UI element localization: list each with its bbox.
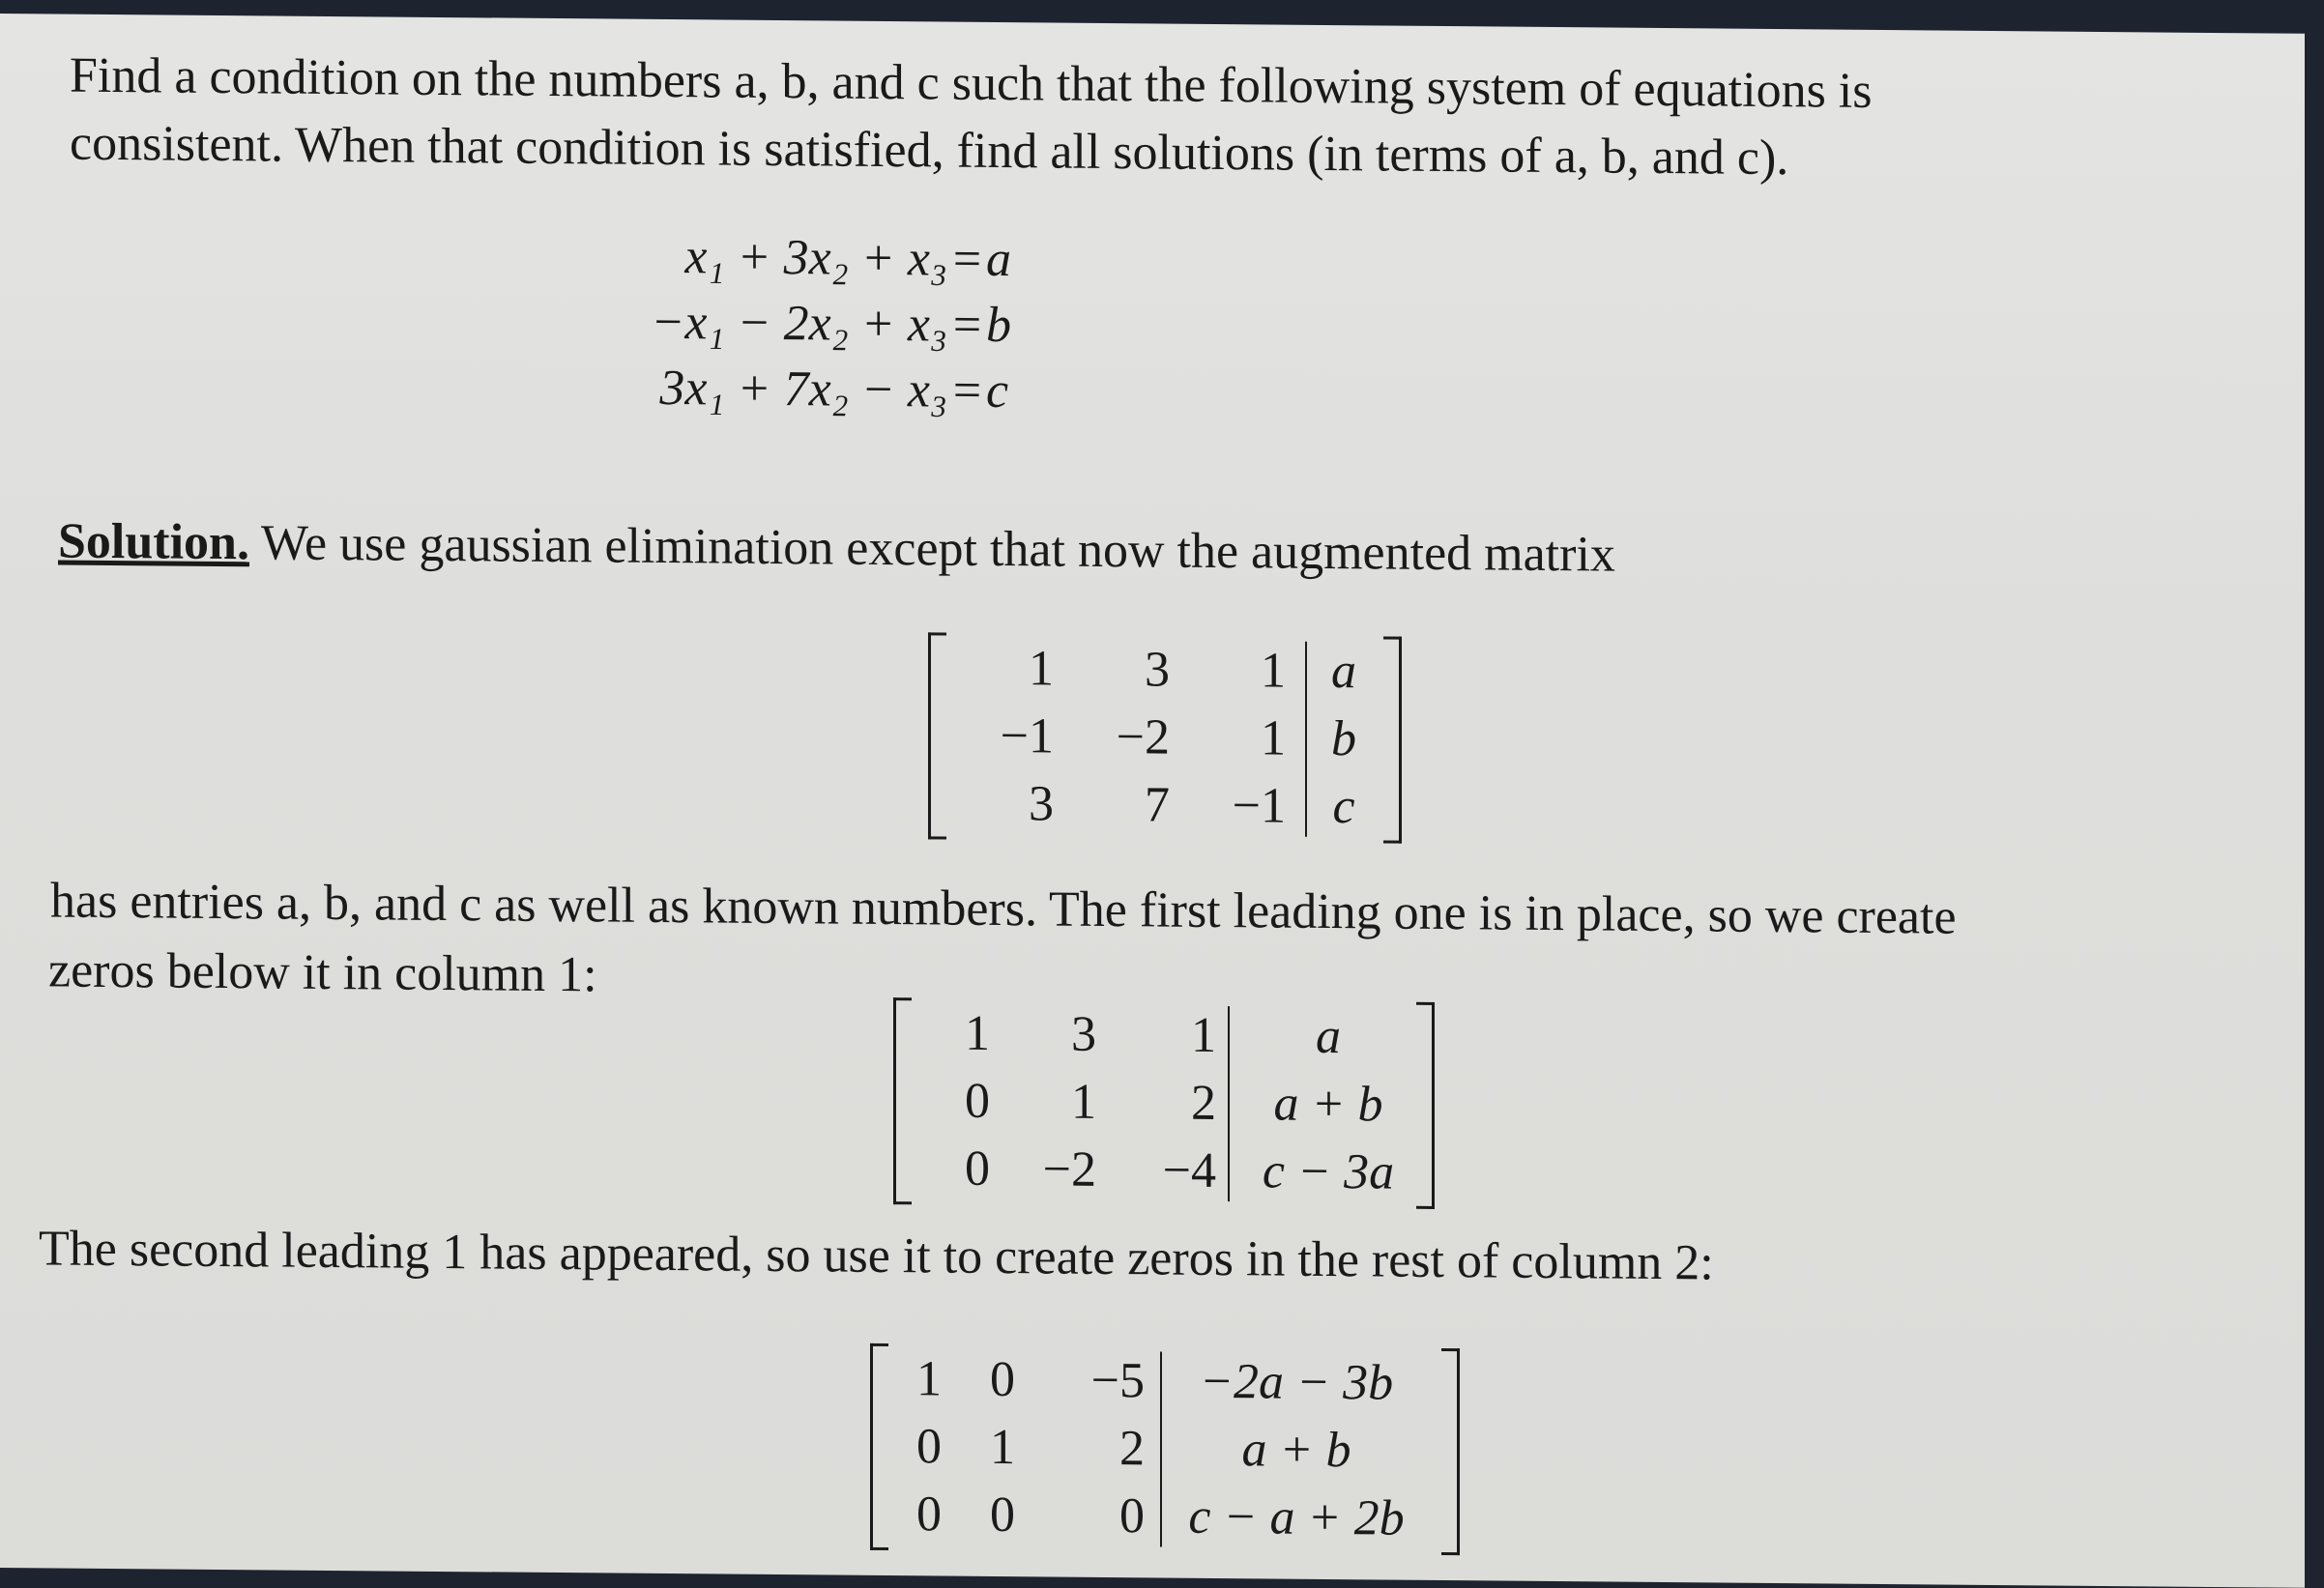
- matrix-row: [891, 1413, 1427, 1486]
- right-bracket: [1416, 1002, 1435, 1209]
- matrix-cell: 3: [1145, 642, 1170, 698]
- matrix-rhs-cell: c − a + 2b: [1188, 1488, 1405, 1546]
- matrix-cell: −5: [1090, 1352, 1145, 1409]
- paragraph-3: The second leading 1 has appeared, so use it to create zeros in the rest of column 2:: [39, 1221, 1714, 1291]
- left-bracket: [928, 632, 946, 839]
- equation-row: [619, 290, 1044, 360]
- matrix-cell: −2: [1116, 709, 1170, 765]
- equation-rhs: a: [986, 231, 1011, 288]
- matrix-row: [891, 1345, 1427, 1418]
- equals-sign: =: [949, 297, 984, 353]
- matrix-rhs-cell: a: [1331, 644, 1356, 700]
- matrix-rhs-cell: a + b: [1241, 1422, 1351, 1479]
- matrix-rhs-cell: c − 3a: [1262, 1143, 1395, 1200]
- matrix-rhs-cell: b: [1331, 711, 1356, 767]
- matrix-cell: 1: [1261, 643, 1286, 699]
- matrix-cell: 0: [965, 1140, 990, 1197]
- paragraph-2-line-2: zeros below it in column 1:: [48, 942, 597, 1003]
- textbook-page: [0, 14, 2305, 1588]
- right-bracket: [1441, 1348, 1460, 1555]
- matrix-cell: 1: [965, 1005, 990, 1061]
- left-bracket: [870, 1343, 888, 1550]
- augmented-matrix-3: [870, 1343, 1460, 1555]
- matrix-cell: −4: [1162, 1142, 1216, 1198]
- equation-lhs: 3x₁ + 7x₂ − x₃: [659, 360, 947, 419]
- matrix-cell: 3: [1071, 1006, 1096, 1062]
- augmented-matrix-1: [928, 632, 1402, 843]
- solution-intro: We use gaussian elimination except that now the augmented matrix: [248, 515, 1615, 583]
- equation-lhs: x₁ + 3x₂ + x₃: [684, 229, 947, 287]
- matrix-cell: 1: [1191, 1007, 1216, 1063]
- matrix-cell: 1: [1029, 641, 1054, 697]
- matrix-cell: 2: [1191, 1075, 1216, 1131]
- matrix-cell: 1: [990, 1419, 1015, 1476]
- problem-line-2: consistent. When that condition is satisfied, find all solutions (in terms of a, b, and c).: [70, 115, 1789, 187]
- matrix-cell: 3: [1029, 776, 1054, 832]
- problem-line-1: Find a condition on the numbers a, b, and c such that the following system of equations is: [70, 47, 1873, 119]
- equation-row: [619, 224, 1044, 294]
- solution-line: [58, 509, 1615, 589]
- matrix-cell: 0: [1119, 1488, 1145, 1545]
- matrix-row: [891, 1481, 1427, 1553]
- matrix-cell: −2: [1042, 1141, 1096, 1198]
- matrix-cell: 7: [1145, 777, 1170, 833]
- left-bracket: [893, 997, 912, 1204]
- matrix-cell: 0: [916, 1419, 942, 1475]
- solution-label: Solution.: [58, 513, 249, 571]
- matrix-rhs-cell: c: [1332, 779, 1355, 835]
- equation-lhs: −x₁ − 2x₂ + x₃: [651, 294, 947, 353]
- augmented-matrix-2: [893, 997, 1435, 1209]
- matrix-row: [957, 635, 1382, 707]
- matrix-cell: 1: [1071, 1074, 1096, 1130]
- matrix-cell: 0: [990, 1487, 1015, 1544]
- matrix-row: [916, 1067, 1415, 1140]
- matrix-cell: 1: [1261, 710, 1286, 766]
- matrix-row: [916, 999, 1415, 1072]
- matrix-cell: 0: [916, 1487, 942, 1543]
- matrix-cell: 0: [990, 1351, 1015, 1408]
- matrix-rhs-cell: −2a − 3b: [1199, 1353, 1394, 1411]
- matrix-cell: −1: [1232, 778, 1286, 834]
- equation-rhs: b: [986, 297, 1011, 354]
- matrix-cell: 0: [965, 1073, 990, 1129]
- matrix-cell: 2: [1119, 1421, 1145, 1477]
- matrix-row: [957, 703, 1382, 774]
- equation-row: [619, 356, 1044, 425]
- matrix-row: [957, 770, 1382, 842]
- equation-rhs: c: [986, 362, 1009, 419]
- matrix-rhs-cell: a + b: [1273, 1076, 1383, 1133]
- equals-sign: =: [949, 231, 984, 287]
- matrix-row: [916, 1135, 1415, 1207]
- paragraph-2-line-1: has entries a, b, and c as well as known numbers. The first leading one is in place, so we create: [50, 873, 1957, 945]
- right-bracket: [1383, 636, 1402, 843]
- matrix-cell: 1: [916, 1351, 942, 1407]
- matrix-rhs-cell: a: [1316, 1008, 1341, 1065]
- matrix-cell: −1: [1000, 708, 1054, 765]
- equals-sign: =: [949, 362, 984, 419]
- equation-system: [619, 224, 1044, 425]
